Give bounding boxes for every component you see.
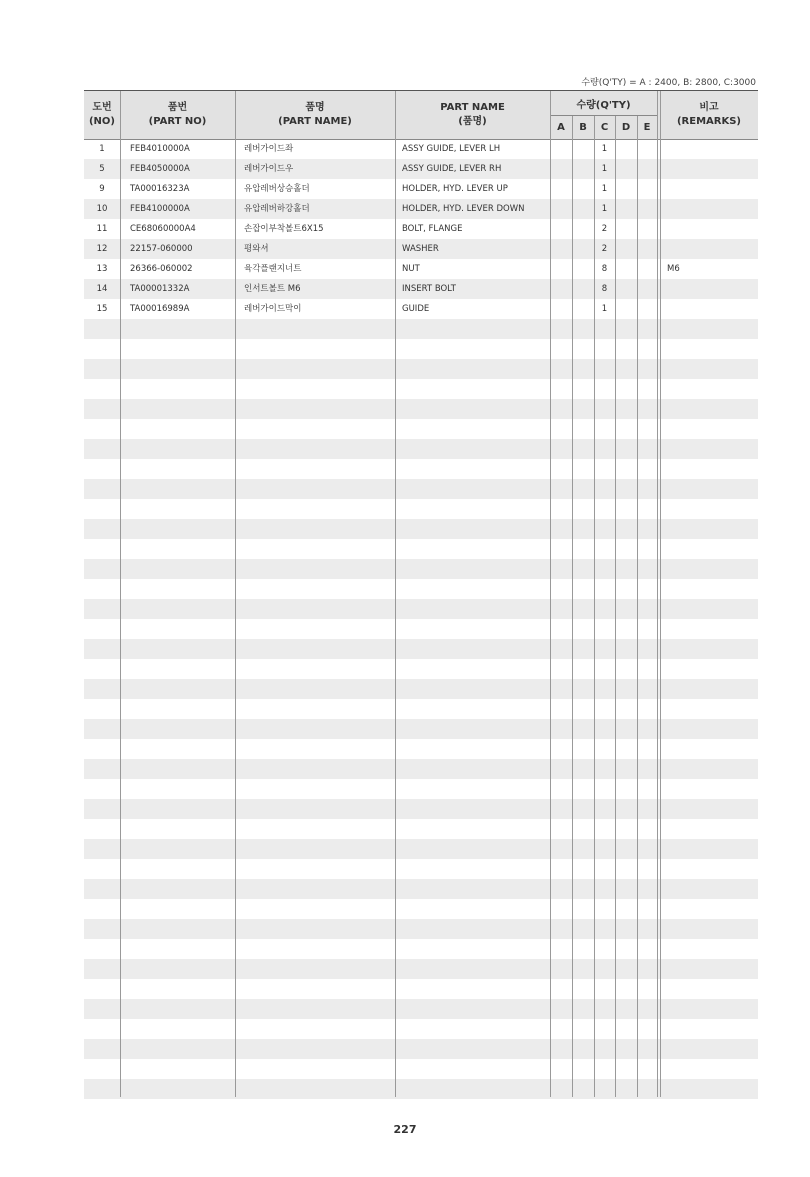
cell-part-no: TA00016323A (130, 184, 190, 194)
cell-part-name-ko: 레버가이드막이 (244, 304, 302, 314)
table-row (84, 159, 758, 179)
cell-part-name-ko: 손잡이부착볼트6X15 (244, 224, 324, 234)
cell-part-name-ko: 유압레버상승홀더 (244, 184, 310, 194)
cell-no: 9 (99, 184, 105, 194)
header-part-no-en: (PART NO) (148, 116, 207, 127)
cell-part-name-ko: 육각플랜지너트 (244, 264, 302, 274)
cell-qty-c: 1 (601, 164, 608, 174)
cell-part-no: TA00001332A (130, 284, 190, 294)
page-number: 227 (393, 1123, 417, 1136)
header-remarks-en: (REMARKS) (676, 116, 741, 127)
cell-part-name-en: INSERT BOLT (402, 284, 456, 294)
table-row (84, 259, 758, 279)
cell-no: 11 (96, 224, 108, 234)
cell-no: 14 (96, 284, 108, 294)
cell-part-name-en: WASHER (402, 244, 439, 254)
header-qty-a: A (557, 122, 565, 133)
header-qty-e: E (643, 122, 651, 133)
header-qty-b: B (579, 122, 587, 133)
header-qty-c: C (600, 122, 609, 133)
cell-part-no: FEB4100000A (130, 204, 190, 214)
cell-part-no: CE68060000A4 (130, 224, 196, 234)
cell-part-name-en: GUIDE (402, 304, 430, 314)
header-remarks-ko: 비고 (699, 102, 719, 113)
header-part-no-ko: 품번 (167, 102, 188, 113)
qty-note: 수량(Q'TY) = A : 2400, B: 2800, C:3000 (581, 78, 756, 88)
table-row (84, 279, 758, 299)
table-row (84, 199, 758, 219)
cell-part-name-ko: 레버가이드좌 (244, 144, 294, 154)
header-part-name-ko-title: 품명 (305, 102, 325, 113)
header-remarks (660, 91, 758, 139)
cell-qty-c: 1 (601, 144, 608, 154)
header-part-no (120, 91, 235, 139)
header-qty: 수량(Q'TY) (550, 91, 657, 116)
cell-part-name-en: NUT (402, 264, 420, 274)
header-part-name-ko-sub: (PART NAME) (278, 116, 352, 127)
header-part-name-en-sub: (품명) (458, 116, 487, 127)
table-row (84, 179, 758, 199)
cell-qty-c: 2 (601, 244, 608, 254)
parts-table (84, 90, 758, 1098)
cell-no: 1 (99, 144, 105, 154)
cell-part-name-ko: 유압레버하강홀더 (244, 204, 310, 214)
cell-part-name-en: ASSY GUIDE, LEVER LH (402, 144, 501, 154)
header-qty-d: D (621, 122, 631, 133)
cell-part-name-en: HOLDER, HYD. LEVER UP (402, 184, 508, 194)
header-part-name-en-title: PART NAME (440, 102, 505, 113)
cell-part-no: 26366-060002 (130, 264, 193, 274)
cell-part-no: FEB4010000A (130, 144, 190, 154)
table-row (84, 139, 758, 159)
cell-no: 5 (99, 164, 105, 174)
header-no (84, 91, 120, 139)
header-no-en: (NO) (88, 116, 115, 127)
cell-no: 13 (96, 264, 108, 274)
cell-part-name-en: ASSY GUIDE, LEVER RH (402, 164, 502, 174)
header-no-ko: 도번 (92, 102, 112, 113)
cell-part-name-ko: 평와셔 (244, 244, 269, 254)
cell-part-no: FEB4050000A (130, 164, 190, 174)
table-row (84, 239, 758, 259)
cell-qty-c: 8 (601, 284, 608, 294)
header-part-name-en (395, 91, 550, 139)
cell-qty-c: 2 (601, 224, 608, 234)
cell-no: 12 (96, 244, 108, 254)
cell-qty-c: 1 (601, 184, 608, 194)
cell-qty-c: 8 (601, 264, 608, 274)
cell-qty-c: 1 (601, 204, 608, 214)
cell-part-name-en: HOLDER, HYD. LEVER DOWN (402, 204, 525, 214)
cell-part-name-ko: 인서트볼트 M6 (244, 284, 301, 294)
cell-part-name-ko: 레버가이드우 (244, 164, 294, 174)
cell-part-name-en: BOLT, FLANGE (402, 224, 463, 234)
cell-remarks: M6 (667, 264, 680, 274)
table-row (84, 219, 758, 239)
cell-no: 10 (96, 204, 108, 214)
cell-part-no: TA00016989A (130, 304, 190, 314)
header-part-name-ko (235, 91, 395, 139)
cell-part-no: 22157-060000 (130, 244, 193, 254)
table-row (84, 299, 758, 319)
cell-no: 15 (96, 304, 108, 314)
cell-qty-c: 1 (601, 304, 608, 314)
